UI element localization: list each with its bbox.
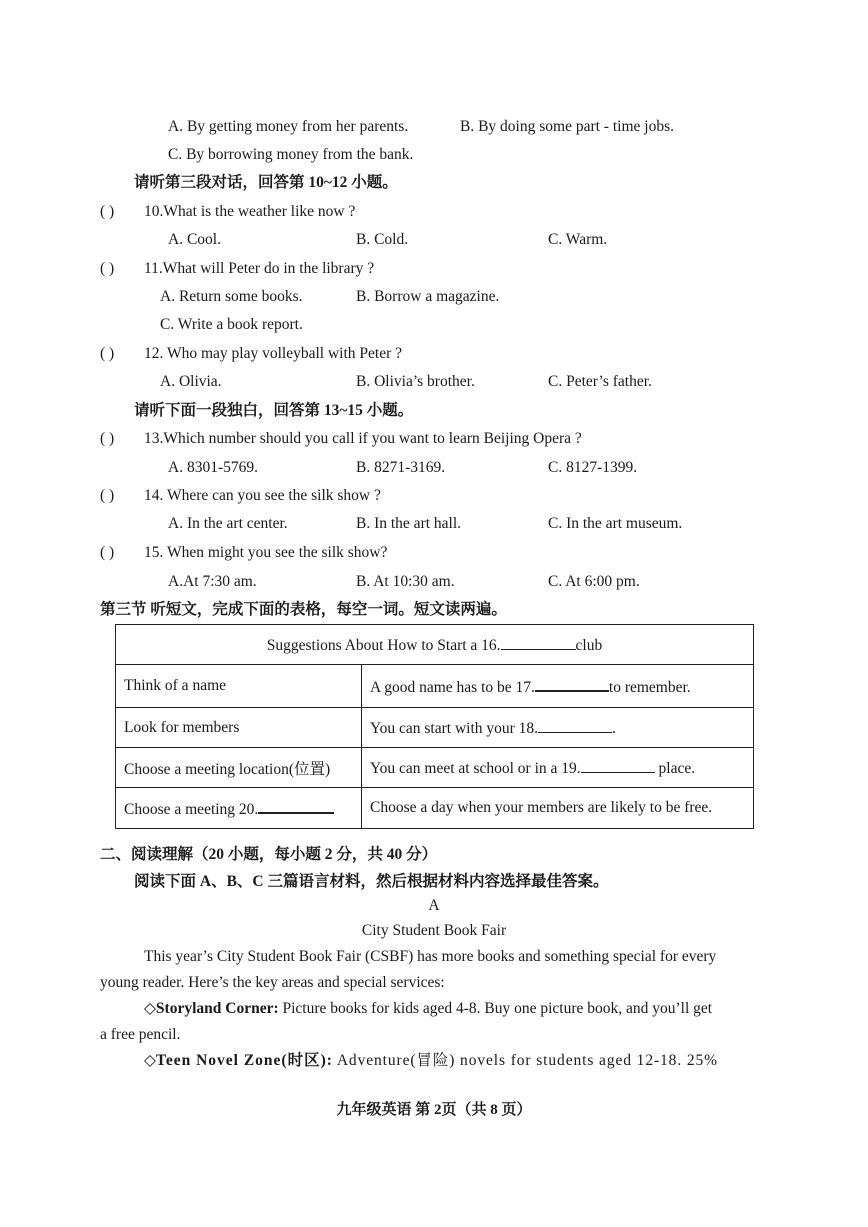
row1-right-prefix: A good name has to be 17.: [370, 678, 535, 696]
monologue-instruction: 请听下面一段独白，回答第 13~15 小题。: [134, 402, 414, 419]
table-cell-left: Choose a meeting location(位置): [116, 748, 362, 788]
table-cell-right: [362, 665, 754, 708]
diamond-bullet-icon: ◇: [144, 1000, 156, 1017]
q13-option-c: C. 8127-1399.: [548, 459, 638, 476]
row3-right-prefix: You can meet at school or in a 19.: [370, 759, 581, 777]
teen-novel-item: [144, 1051, 718, 1071]
suggestions-table: [115, 624, 754, 829]
q14-option-c: C. In the art museum.: [548, 515, 683, 532]
blank-19: [581, 758, 655, 773]
q10-option-a: A. Cool.: [168, 231, 221, 248]
table-header-prefix: Suggestions About How to Start a 16.: [266, 636, 501, 654]
answer-blank-11: ( ): [100, 260, 115, 277]
page-footer: 九年级英语 第 2页（共 8 页）: [336, 1102, 532, 1118]
q12-option-c: C. Peter’s father.: [548, 373, 652, 390]
storyland-text: Picture books for kids aged 4-8. Buy one picture book, and you’ll get: [278, 1000, 713, 1017]
q9-option-c: C. By borrowing money from the bank.: [168, 146, 414, 163]
table-cell-left: Look for members: [116, 708, 362, 748]
row1-right-suffix: to remember.: [608, 678, 691, 696]
table-cell-left: [116, 788, 362, 829]
answer-blank-12: ( ): [100, 345, 115, 362]
q15-option-c: C. At 6:00 pm.: [548, 573, 640, 590]
teen-novel-text: Adventure(冒险) novels for students aged 12-18. 25%: [332, 1052, 718, 1069]
q11-option-c: C. Write a book report.: [160, 316, 303, 333]
table-cell-right: [362, 708, 754, 748]
q10-option-b: B. Cold.: [356, 231, 409, 248]
q15-option-b: B. At 10:30 am.: [356, 573, 455, 590]
part2-title: 二、阅读理解（20 小题，每小题 2 分，共 40 分）: [100, 846, 438, 863]
table-header-suffix: club: [575, 636, 603, 654]
blank-17: [535, 676, 609, 692]
row2-right-suffix: .: [612, 719, 616, 737]
q11-stem: 11.What will Peter do in the library ?: [144, 260, 375, 277]
passage-letter: A: [428, 897, 440, 914]
table-cell-right: [362, 748, 754, 788]
row4-left-prefix: Choose a meeting 20.: [124, 800, 259, 818]
q13-stem: 13.Which number should you call if you want to learn Beijing Opera ?: [144, 430, 582, 447]
table-cell-right: Choose a day when your members are likely to be free.: [362, 788, 754, 829]
storyland-heading: Storyland Corner:: [155, 1000, 279, 1017]
blank-16: [501, 635, 576, 650]
q10-option-c: C. Warm.: [548, 231, 608, 248]
row2-right-prefix: You can start with your 18.: [370, 719, 539, 737]
q12-option-b: B. Olivia’s brother.: [356, 373, 475, 390]
passage-title: City Student Book Fair: [361, 922, 507, 939]
answer-blank-10: ( ): [100, 203, 115, 220]
section3-title: 第三节 听短文，完成下面的表格，每空一词。短文读两遍。: [100, 601, 507, 618]
q10-stem: 10.What is the weather like now ?: [144, 203, 356, 220]
q15-stem: 15. When might you see the silk show?: [144, 544, 388, 561]
q9-option-a: A. By getting money from her parents.: [168, 118, 409, 135]
q13-option-b: B. 8271-3169.: [356, 459, 446, 476]
q11-option-a: A. Return some books.: [160, 288, 303, 305]
q12-option-a: A. Olivia.: [160, 373, 222, 390]
part2-instruction: 阅读下面 A、B、C 三篇语言材料，然后根据材料内容选择最佳答案。: [134, 873, 609, 890]
table-cell-left: Think of a name: [116, 665, 362, 708]
q14-option-b: B. In the art hall.: [356, 515, 462, 532]
blank-20: [258, 798, 334, 814]
q11-option-b: B. Borrow a magazine.: [356, 288, 500, 305]
q13-option-a: A. 8301-5769.: [168, 459, 258, 476]
storyland-line-2: a free pencil.: [100, 1026, 181, 1043]
q12-stem: 12. Who may play volleyball with Peter ?: [144, 345, 402, 362]
answer-blank-13: ( ): [100, 430, 115, 447]
storyland-item: [144, 999, 712, 1019]
dialogue3-instruction: 请听第三段对话，回答第 10~12 小题。: [134, 174, 398, 191]
answer-blank-15: ( ): [100, 544, 115, 561]
q14-stem: 14. Where can you see the silk show ?: [144, 487, 381, 504]
blank-18: [538, 718, 612, 733]
q14-option-a: A. In the art center.: [168, 515, 288, 532]
teen-novel-heading: Teen Novel Zone(时区):: [155, 1052, 333, 1069]
answer-blank-14: ( ): [100, 487, 115, 504]
q9-option-b: B. By doing some part - time jobs.: [460, 118, 674, 135]
intro-line-1: This year’s City Student Book Fair (CSBF) has more books and something special for every: [144, 948, 717, 965]
row3-right-suffix: place.: [654, 759, 696, 777]
table-header: [116, 625, 754, 665]
diamond-bullet-icon: ◇: [144, 1052, 156, 1069]
intro-line-2: young reader. Here’s the key areas and special services:: [100, 974, 445, 991]
q15-option-a: A.At 7:30 am.: [168, 573, 257, 590]
